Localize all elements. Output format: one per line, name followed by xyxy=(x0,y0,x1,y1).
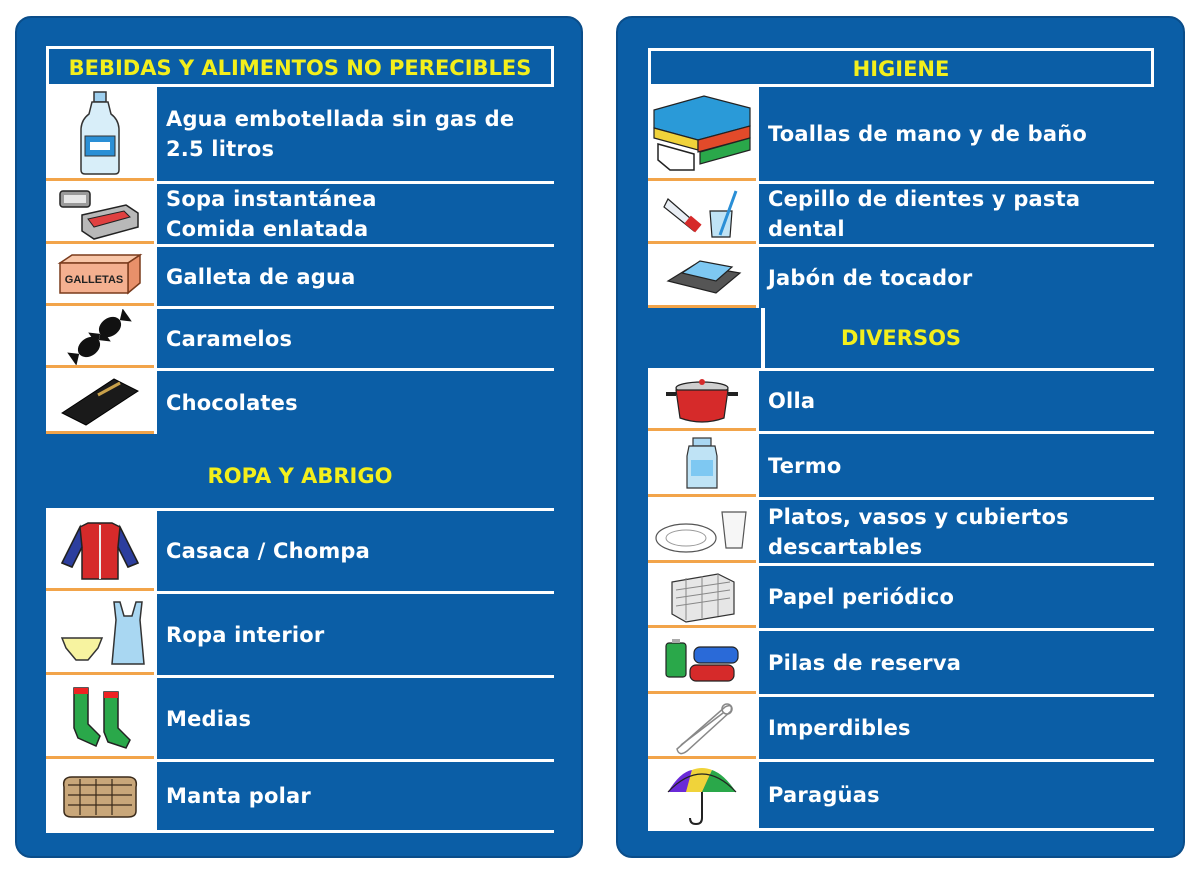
list-item xyxy=(648,431,1154,497)
safety-pin-icon xyxy=(648,697,756,759)
list-item xyxy=(648,368,1154,431)
section-title-diversos: DIVERSOS xyxy=(840,326,962,350)
list-item xyxy=(46,84,554,181)
thermos-icon xyxy=(648,434,756,497)
candy-icon xyxy=(46,309,154,368)
newspaper-icon xyxy=(648,566,756,628)
list-item xyxy=(46,675,554,759)
umbrella-icon xyxy=(648,762,756,828)
blanket-icon xyxy=(46,762,154,830)
item-label: Medias xyxy=(154,678,554,759)
item-label: Toallas de mano y de baño xyxy=(756,87,1154,181)
list-item xyxy=(46,368,554,434)
list-item xyxy=(648,628,1154,694)
item-label: Platos, vasos y cubiertos descartables xyxy=(756,500,1154,563)
towels-icon xyxy=(648,87,756,181)
chocolate-bar-icon xyxy=(46,371,154,434)
list-item xyxy=(648,694,1154,759)
item-label: Galleta de agua xyxy=(154,247,554,306)
item-label: Ropa interior xyxy=(154,594,554,675)
item-label: Sopa instantánea Comida enlatada xyxy=(154,184,554,244)
item-label: Agua embotellada sin gas de 2.5 litros xyxy=(154,87,554,181)
item-label: Casaca / Chompa xyxy=(154,511,554,591)
item-label: Chocolates xyxy=(154,371,554,434)
item-label: Jabón de tocador xyxy=(756,247,1154,308)
toothbrush-icon xyxy=(648,184,756,244)
item-label: Pilas de reserva xyxy=(756,631,1154,694)
item-label: Paragüas xyxy=(756,762,1154,828)
section-title-bebidas: BEBIDAS Y ALIMENTOS NO PERECIBLES xyxy=(46,46,554,86)
cracker-box-text: GALLETAS xyxy=(64,274,124,286)
canned-food-icon xyxy=(46,184,154,244)
item-label: Termo xyxy=(756,434,1154,497)
jacket-icon xyxy=(46,511,154,591)
item-label: Cepillo de dientes y pasta dental xyxy=(756,184,1154,244)
water-bottle-icon xyxy=(46,87,154,181)
list-item xyxy=(648,181,1154,244)
list-item xyxy=(46,244,554,306)
plate-cup-icon xyxy=(648,500,756,563)
soap-icon xyxy=(648,247,756,308)
list-item xyxy=(46,306,554,368)
list-item xyxy=(46,508,554,591)
cracker-box-icon xyxy=(46,247,154,306)
socks-icon xyxy=(46,678,154,759)
item-label: Imperdibles xyxy=(756,697,1154,759)
underwear-icon xyxy=(46,594,154,675)
section-title-ropa: ROPA Y ABRIGO xyxy=(207,464,393,488)
list-item xyxy=(46,759,554,833)
list-item xyxy=(648,497,1154,563)
item-label: Manta polar xyxy=(154,762,554,830)
item-label: Olla xyxy=(756,371,1154,431)
section-title-higiene: HIGIENE xyxy=(648,48,1154,86)
list-item xyxy=(46,591,554,675)
list-item xyxy=(648,84,1154,181)
item-label: Caramelos xyxy=(154,309,554,368)
list-item xyxy=(648,759,1154,831)
pot-icon xyxy=(648,371,756,431)
list-item xyxy=(648,563,1154,628)
list-item xyxy=(46,181,554,244)
batteries-icon xyxy=(648,631,756,694)
list-item xyxy=(648,244,1154,308)
item-label: Papel periódico xyxy=(756,566,1154,628)
